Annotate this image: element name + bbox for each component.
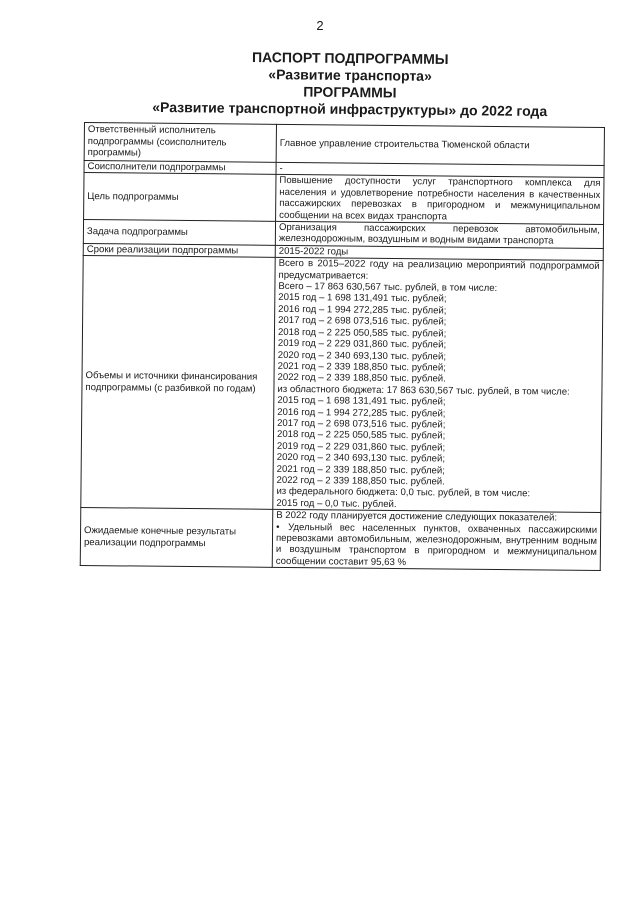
funding-year: 2020 год – 2 340 693,130 тыс. рублей; bbox=[277, 349, 447, 362]
page-number: 2 bbox=[316, 18, 324, 33]
funding-year: 2021 год – 2 339 188,850 тыс. рублей; bbox=[277, 360, 446, 374]
federal-year: 2015 год – 0,0 тыс. рублей. bbox=[276, 497, 397, 510]
funding-intro: Всего в 2015–2022 году на реализацию мероприятий подпрограммой предусматривается: bbox=[278, 258, 600, 282]
regional-year: 2016 год – 1 994 272,285 тыс. рублей; bbox=[277, 406, 446, 420]
title-line-3: ПРОГРАММЫ bbox=[303, 83, 397, 101]
passport-table bbox=[80, 122, 605, 571]
regional-year: 2020 год – 2 340 693,130 тыс. рублей; bbox=[276, 452, 446, 465]
coexecutors-label: Соисполнители подпрограммы bbox=[84, 161, 276, 175]
regional-year: 2017 год – 2 698 073,516 тыс. рублей; bbox=[277, 417, 446, 431]
results-item bbox=[276, 521, 597, 570]
terms-label: Сроки реализации подпрограммы bbox=[83, 243, 275, 257]
row-goal bbox=[84, 173, 604, 225]
executor-label: Ответственный исполнитель подпрограммы (соисполнитель программы) bbox=[84, 123, 276, 163]
title-line-1: ПАСПОРТ ПОДПРОГРАММЫ bbox=[251, 48, 449, 68]
funding-year: 2018 год – 2 225 050,585 тыс. рублей; bbox=[277, 326, 447, 340]
row-funding bbox=[81, 256, 603, 513]
funding-label: Объемы и источники финансирования подпрограммы (с разбивкой по годам) bbox=[81, 256, 275, 510]
terms-value: 2015-2022 годы bbox=[275, 245, 603, 261]
goal-label: Цель подпрограммы bbox=[84, 173, 276, 221]
results-item-text: Удельный вес населенных пунктов, охваченных пассажирскими перевозками автомобильным, железнодорожным, внутренним водным и воздушным транспортом в пригородном и межмуниципальном сообщении составит 95,63 % bbox=[275, 521, 598, 568]
funding-year: 2019 год – 2 229 031,860 тыс. рублей; bbox=[277, 337, 447, 351]
regional-year: 2019 год – 2 229 031,860 тыс. рублей; bbox=[276, 440, 446, 454]
goal-value: Повышение доступности услуг транспортного комплекса для населения и удовлетворение потребности населения в качественных пассажирских перевозках в пригородном и межмуниципальном сообщении на всех видах транспорта bbox=[276, 175, 604, 225]
funding-year: 2017 год – 2 698 073,516 тыс. рублей; bbox=[278, 315, 447, 328]
coexecutors-value: - bbox=[276, 162, 604, 178]
title-line-4: «Развитие транспортной инфраструктуры» до 2022 года bbox=[152, 98, 548, 120]
task-label: Задача подпрограммы bbox=[83, 220, 275, 246]
regional-year: 2018 год – 2 225 050,585 тыс. рублей; bbox=[276, 429, 446, 442]
results-intro: В 2022 году планируется достижение следующих показателей: bbox=[276, 510, 558, 524]
executor-value: Главное управление строительства Тюменской области bbox=[276, 124, 604, 165]
row-results bbox=[80, 508, 601, 571]
regional-intro: из областного бюджета: 17 863 630,567 тыс. рублей, в том числе: bbox=[277, 383, 570, 398]
federal-intro: из федерального бюджета: 0,0 тыс. рублей, в том числе: bbox=[276, 486, 531, 500]
regional-year: 2022 год – 2 339 188,850 тыс. рублей. bbox=[276, 474, 445, 488]
bullet-icon: • bbox=[276, 521, 280, 533]
regional-year: 2015 год – 1 698 131,491 тыс. рублей; bbox=[277, 394, 446, 408]
title-line-2: «Развитие транспорта» bbox=[268, 66, 432, 84]
document-title bbox=[80, 47, 621, 121]
funding-year: 2015 год – 1 698 131,491 тыс. рублей; bbox=[278, 292, 447, 305]
row-executor bbox=[84, 123, 604, 166]
funding-year: 2022 год – 2 339 188,850 тыс. рублей. bbox=[277, 372, 446, 385]
funding-total: Всего – 17 863 630,567 тыс. рублей, в том числе: bbox=[278, 280, 498, 295]
regional-year: 2021 год – 2 339 188,850 тыс. рублей; bbox=[276, 463, 446, 477]
task-value: Организация пассажирских перевозок автомобильным, железнодорожным, воздушным и водным видами транспорта bbox=[275, 221, 603, 248]
results-label: Ожидаемые конечные результаты реализации подпрограммы bbox=[80, 508, 273, 568]
funding-year: 2016 год – 1 994 272,285 тыс. рублей; bbox=[278, 303, 447, 317]
funding-value bbox=[273, 258, 603, 513]
results-value bbox=[272, 510, 601, 571]
